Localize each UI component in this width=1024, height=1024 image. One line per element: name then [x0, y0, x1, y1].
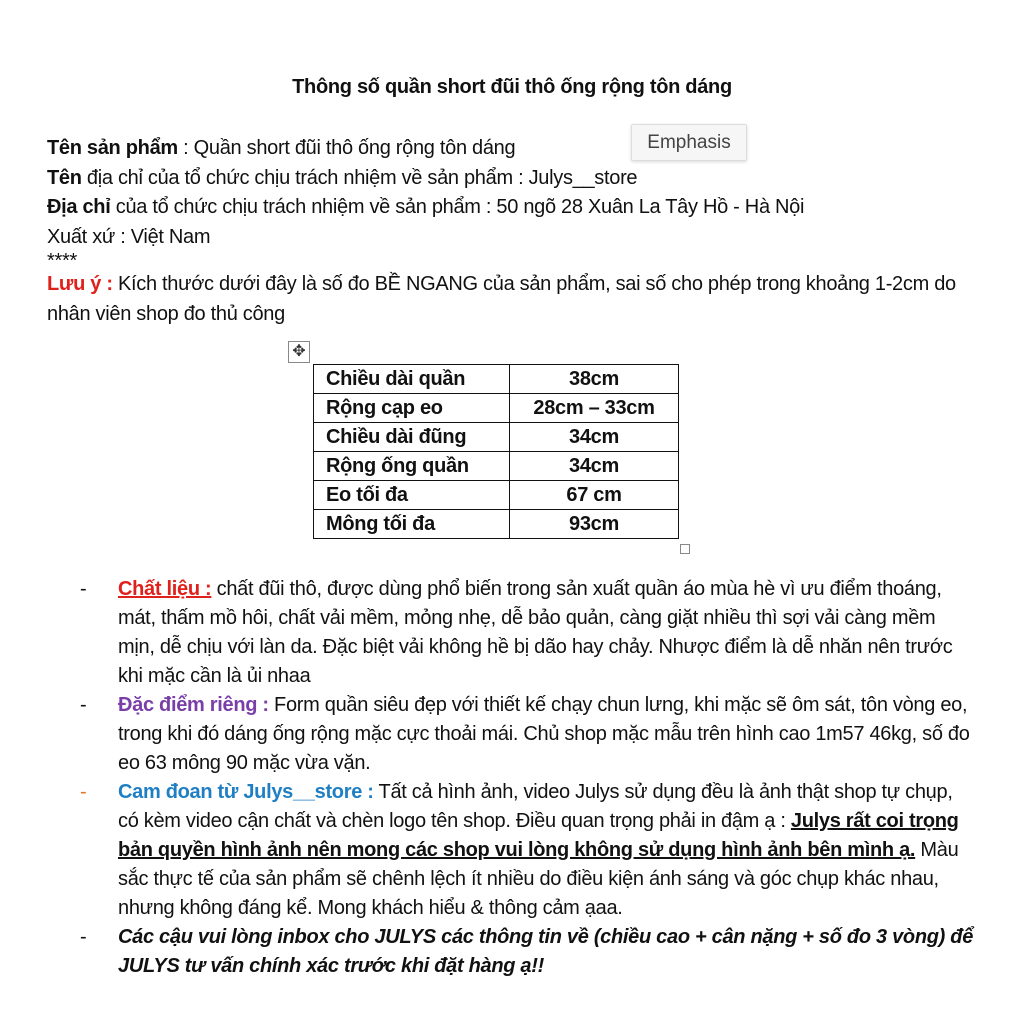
feature-text: Form quần siêu đẹp với thiết kế chạy chun lưng, khi mặc sẽ ôm sát, tôn vòng eo, trong khi đó dáng ống rộng mặc cực thoải mái. Chủ shop mặc mẫu trên hình cao 1m57 46kg, số đo eo 63 mông 90 mặc vừa vặn. [118, 694, 970, 774]
size-value: 34cm [510, 452, 679, 481]
value: : Quần short đũi thô ống rộng tôn dáng [177, 137, 516, 159]
note-text: Kích thước dưới đây là số đo BỀ NGANG của sản phẩm, sai số cho phép trong khoảng 1-2cm do nhân viên shop đo thủ công [47, 273, 956, 325]
document-title: Thông số quần short đũi thô ống rộng tôn dáng [292, 76, 732, 98]
size-value: 28cm – 33cm [510, 394, 679, 423]
organization-line [47, 164, 982, 194]
list-item-commitment [80, 778, 975, 923]
table-row [314, 394, 679, 423]
table-row [314, 510, 679, 539]
size-label: Chiều dài quần [314, 365, 510, 394]
value: địa chỉ của tổ chức chịu trách nhiệm về sản phẩm : Julys__store [81, 166, 638, 189]
bullet-dash: - [80, 694, 87, 716]
table-row [314, 365, 679, 394]
table-resize-handle[interactable] [680, 544, 690, 554]
material-text: chất đũi thô, được dùng phổ biến trong sản xuất quần áo mùa hè vì ưu điểm thoáng, mát, thấm mồ hôi, chất vải mềm, mỏng nhẹ, dễ bảo quản, càng giặt nhiều thì sợi vải càng mềm mịn, dễ chịu với làn da. Đặc biệt vải không hề bị dão hay chảy. Nhược điểm là dễ nhăn nên trước khi mặc cần là ủi nhaa [118, 578, 953, 687]
value: của tổ chức chịu trách nhiệm về sản phẩm : 50 ngõ 28 Xuân La Tây Hồ - Hà Nội [110, 196, 805, 218]
size-label: Rộng cạp eo [314, 394, 510, 423]
commitment-label: Cam đoan từ Julys__store : [118, 781, 374, 803]
copyright-notice: Julys rất coi trọng bản quyền hình ảnh nên mong các shop vui lòng không sử dụng hình ảnh bên mình ạ. [118, 810, 959, 861]
details-list [80, 575, 975, 981]
size-value: 34cm [510, 423, 679, 452]
size-value: 93cm [510, 510, 679, 539]
size-label: Eo tối đa [314, 481, 510, 510]
table-row [314, 423, 679, 452]
bullet-dash: - [80, 781, 87, 803]
size-label: Mông tối đa [314, 510, 510, 539]
address-line [47, 193, 982, 223]
bullet-dash: - [80, 578, 87, 600]
separator-stars: **** [47, 250, 77, 272]
size-label: Rộng ống quần [314, 452, 510, 481]
feature-label: Đặc điểm riêng : [118, 694, 269, 716]
size-table [313, 364, 679, 539]
size-value: 38cm [510, 365, 679, 394]
label: Tên [47, 166, 82, 189]
note-label: Lưu ý : [47, 273, 113, 295]
commitment-text-2: Màu sắc thực tế của sản phẩm sẽ chênh lệch ít nhiều do điều kiện ánh sáng và góc chụp khác nhau, nhưng không đáng kể. Mong khách hiểu & thông cảm ạaa. [118, 839, 959, 919]
commitment-text: Tất cả hình ảnh, video Julys sử dụng đều là ảnh thật shop tự chụp, có kèm video cận chất và chèn logo tên shop. Điều quan trọng phải in đậm ạ : [118, 781, 953, 832]
inbox-text: Các cậu vui lòng inbox cho JULYS các thông tin về (chiều cao + cân nặng + số đo 3 vòng) để JULYS tư vấn chính xác trước khi đặt hàng ạ!! [118, 926, 974, 977]
table-move-handle-icon[interactable]: ✥ [288, 341, 310, 363]
list-item-feature [80, 691, 975, 778]
material-label: Chất liệu : [118, 578, 212, 600]
table-row [314, 452, 679, 481]
size-label: Chiều dài đũng [314, 423, 510, 452]
bullet-dash: - [80, 926, 87, 948]
label: Địa chỉ [47, 196, 111, 218]
origin-line: Xuất xứ : Việt Nam [47, 225, 211, 248]
product-info [47, 134, 982, 329]
table-row [314, 481, 679, 510]
list-item-inbox [80, 923, 975, 981]
product-name-line [47, 134, 982, 164]
emphasis-style-tooltip[interactable]: Emphasis [631, 124, 747, 161]
note-line [47, 270, 982, 329]
label: Tên sản phẩm [47, 137, 178, 159]
size-value: 67 cm [510, 481, 679, 510]
list-item-material [80, 575, 975, 691]
